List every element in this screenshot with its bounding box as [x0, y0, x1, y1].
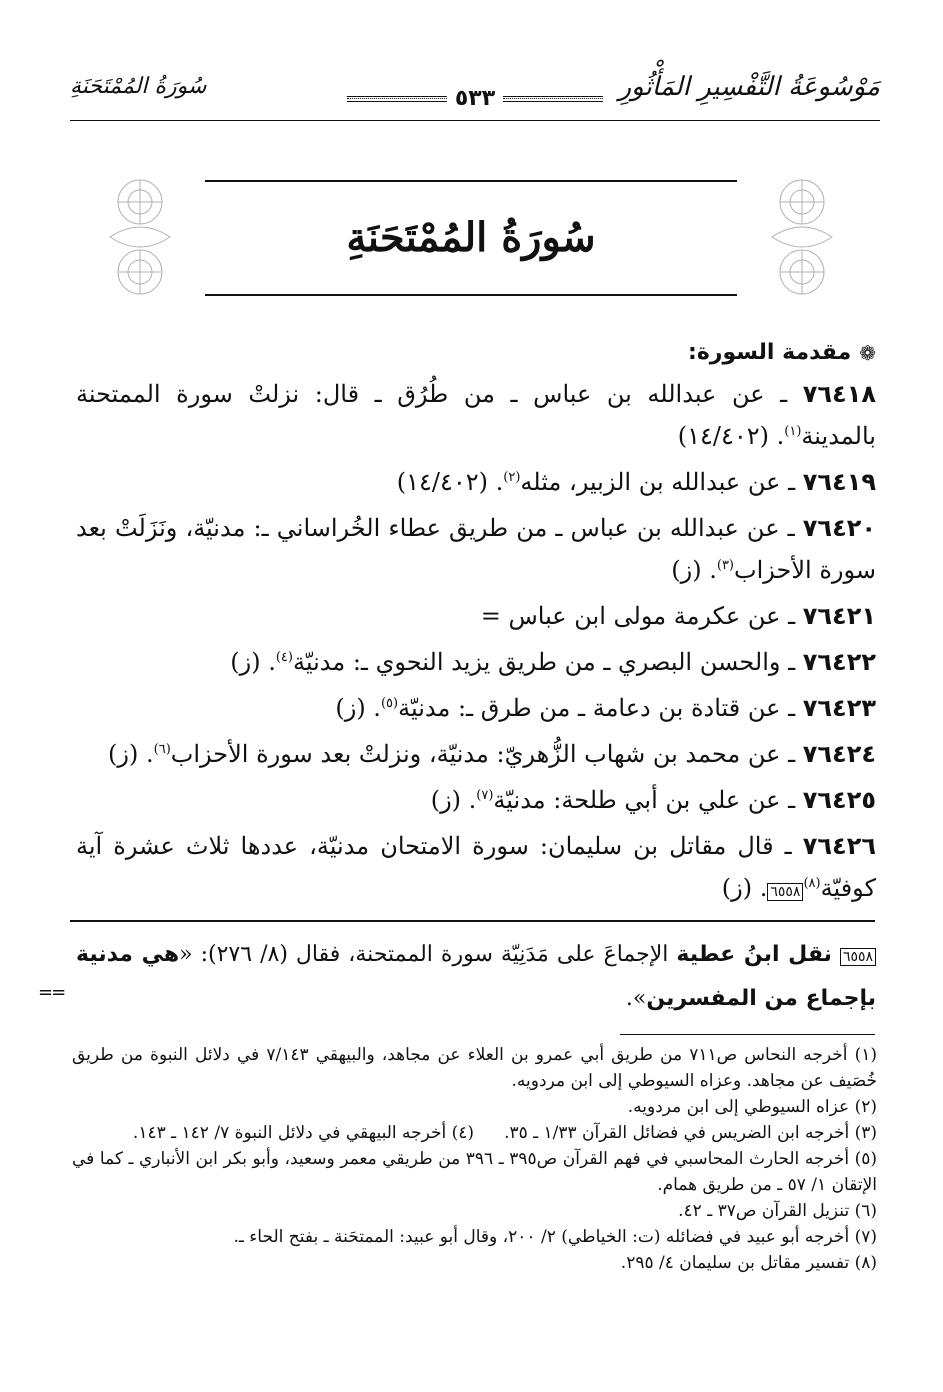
narration-text: ـ عن محمد بن شهاب الزُّهريّ: مدنيّة، ونزلتْ بعد سورة الأحزاب	[170, 740, 803, 768]
narration-text: ـ عن عبدالله بن الزبير، مثله	[520, 468, 803, 496]
narration-entry	[76, 733, 876, 775]
commentary-text: الإجماعَ على مَدَنِيّة سورة الممتحنة، فقال (٨/ ٢٧٦): «	[179, 942, 677, 967]
footnote-ref[interactable]: (٦)	[153, 742, 171, 757]
running-header	[70, 62, 880, 122]
narration-text: ـ عن قتادة بن دعامة ـ من طرق ـ: مدنيّة	[398, 694, 803, 722]
page-number-group	[347, 86, 603, 111]
footnote: (٣) أخرجه ابن الضريس في فضائل القرآن ١/٣٣ ـ ٣٥.	[504, 1123, 877, 1143]
narration-number: ٧٦٤٢٤	[802, 740, 876, 768]
footnote-row	[72, 1120, 877, 1146]
narration-number: ٧٦٤٢٥	[802, 786, 876, 814]
narration-number: ٧٦٤٢٠	[802, 514, 877, 542]
narration-entry	[76, 641, 876, 683]
footnote: (٧) أخرجه أبو عبيد في فضائله (ت: الخياطي) ٢/ ٢٠٠، وقال أبو عبيد: الممتحَنة ـ بفتح الحاء ـ.	[233, 1227, 877, 1247]
footnote: (١) أخرجه النحاس ص٧١١ من طريق أبي عمرو بن العلاء عن مجاهد، والبيهقي ٧/١٤٣ في دلائل النبوة من طريق خُصَيف عن مجاهد. وعزاه السيوطي إلى ابن مردويه.	[72, 1045, 878, 1091]
narration-source: . (١٤/٤٠٢)	[677, 422, 785, 450]
narration-text: ـ عن علي بن أبي طلحة: مدنيّة	[493, 786, 803, 814]
footnote: (٦) تنزيل القرآن ص٣٧ ـ ٤٢.	[678, 1201, 877, 1221]
footnote-ref[interactable]: (٨)	[803, 876, 821, 891]
footnote-ref[interactable]: (٥)	[380, 696, 399, 711]
commentary-close: ».	[625, 986, 647, 1011]
narration-number: ٧٦٤٢٦	[802, 832, 876, 860]
header-rule	[70, 120, 880, 121]
continuation-mark: ==	[38, 982, 65, 1003]
section-heading-text: مقدمة السورة:	[688, 340, 852, 365]
footnote-ref[interactable]: (٧)	[476, 788, 494, 803]
footnote-ref[interactable]: (١)	[784, 424, 802, 439]
narration-entry	[76, 687, 876, 729]
commentary	[76, 934, 876, 1020]
commentary-lead: نقل ابنُ عطية	[676, 942, 832, 967]
narration-entry	[76, 779, 876, 821]
narration-number: ٧٦٤١٩	[802, 468, 876, 496]
narration-entry	[76, 507, 876, 591]
narration-text: ـ قال مقاتل بن سليمان: سورة الامتحان مدنيّة، عددها ثلاث عشرة آية كوفيّة	[76, 832, 876, 902]
commentary-ref-box[interactable]: ٦٥٥٨	[767, 883, 803, 901]
footnote-ref[interactable]: (٤)	[275, 650, 293, 665]
commentary-number-box: ٦٥٥٨	[840, 948, 876, 966]
narration-entry	[76, 825, 876, 913]
narration-text: ـ عن عكرمة مولى ابن عباس =	[480, 602, 803, 630]
narration-text: ـ عن عبدالله بن عباس ـ من طُرُق ـ قال: نزلتْ سورة الممتحنة بالمدينة	[76, 380, 876, 450]
page-number: ٥٣٣	[454, 86, 496, 111]
section-heading	[76, 340, 876, 365]
surah-title-block	[100, 172, 842, 302]
narration-number: ٧٦٤٢٣	[802, 694, 876, 722]
commentary-quote: هي مدنية بإجماع من المفسرين	[76, 942, 876, 1011]
footnote: (٤) أخرجه البيهقي في دلائل النبوة ٧/ ١٤٢ ـ ١٤٣.	[132, 1123, 475, 1143]
title-rule-top	[205, 180, 737, 182]
narration-source: . (ز)	[230, 648, 276, 676]
footnote: (٥) أخرجه الحارث المحاسبي في فهم القرآن ص٣٩٥ ـ ٣٩٦ من طريقي معمر وسعيد، وأبو بكر ابن الأنباري ـ كما في الإتقان ١/ ٥٧ ـ من طريق همام.	[72, 1149, 877, 1195]
title-rule-bottom	[205, 294, 737, 296]
ornament-dash-left	[347, 96, 447, 102]
commentary-rule	[70, 920, 875, 922]
narration-source: . (ز)	[335, 694, 381, 722]
narration-text: ـ عن عبدالله بن عباس ـ من طريق عطاء الخُراساني ـ: مدنيّة، ونَزَلَتْ بعد سورة الأحزاب	[76, 514, 876, 584]
running-surah-name: سُورَةُ المُمْتَحَنَةِ	[70, 74, 207, 99]
narration-source: . (ز)	[721, 874, 768, 902]
ornament-dash-right	[503, 96, 603, 102]
narration-text: ـ والحسن البصري ـ من طريق يزيد النحوي ـ: مدنيّة	[292, 648, 803, 676]
footnote: (٨) تفسير مقاتل بن سليمان ٤/ ٢٩٥.	[620, 1253, 877, 1273]
narrations	[76, 340, 876, 917]
narration-entry	[76, 373, 876, 457]
narration-source: . (ز)	[430, 786, 477, 814]
book-title: مَوْسُوعَةُ التَّفْسِيرِ المَأْثُورِ	[618, 72, 880, 102]
footnote: (٢) عزاه السيوطي إلى ابن مردويه.	[627, 1097, 877, 1117]
footnotes	[72, 1042, 877, 1276]
narration-number: ٧٦٤٢٢	[802, 648, 876, 676]
flower-bullet-icon: ❁	[859, 340, 876, 365]
narration-entry	[76, 461, 876, 503]
footnote-rule	[620, 1034, 875, 1035]
footnote-ref[interactable]: (٢)	[503, 470, 521, 485]
surah-title: سُورَةُ المُمْتَحَنَةِ	[346, 214, 596, 261]
narration-entry	[76, 595, 876, 637]
narration-source: . (ز)	[108, 740, 154, 768]
footnote-ref[interactable]: (٣)	[716, 558, 734, 573]
narration-source: . (١٤/٤٠٢)	[396, 468, 504, 496]
narration-number: ٧٦٤٢١	[802, 602, 876, 630]
narration-number: ٧٦٤١٨	[802, 380, 876, 408]
narration-source: . (ز)	[671, 556, 717, 584]
